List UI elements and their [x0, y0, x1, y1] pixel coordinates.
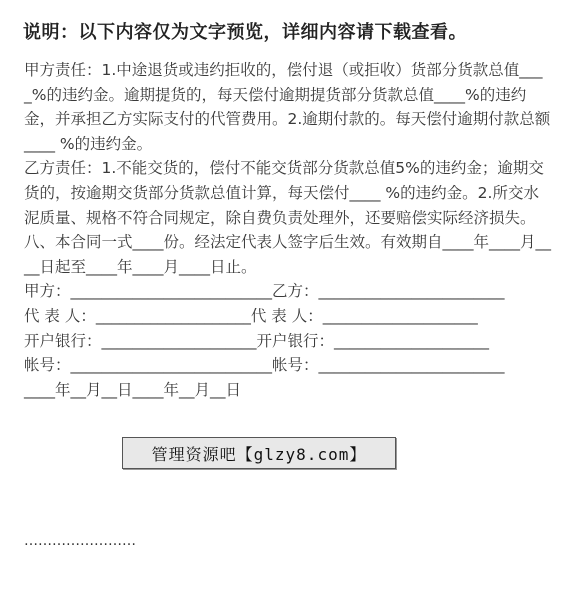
- ellipsis: ……………………: [24, 533, 136, 549]
- party-b-responsibility: 乙方责任：1.不能交货的，偿付不能交货部分货款总值5%的违约金；逾期交货的，按逾期交货部分货款总值计算，每天偿付____ %的违约金。2.所交水泥质量、规格不符合同规定，除自费负责处理外，还要赔偿实际经济损失。: [24, 159, 544, 227]
- signature-accounts: 帐号：__________________________帐号：________________________: [24, 356, 505, 375]
- signature-banks: 开户银行：____________________开户银行：____________________: [24, 331, 490, 350]
- signature-parties: 甲方：__________________________乙方：________________________: [24, 282, 505, 301]
- notice-banner: 说明：以下内容仅为文字预览，详细内容请下载查看。: [23, 22, 467, 43]
- watermark-banner: 管理资源吧【glzy8.com】: [122, 437, 396, 469]
- party-a-responsibility: 甲方责任：1.中途退货或违约拒收的，偿付退（或拒收）货部分货款总值____%的违约金。逾期提货的，每天偿付逾期提货部分货款总值____%的违约金，并承担乙方实际支付的代管费用。2.逾期付款的。每天偿付逾期付款总额____ %的违约金。: [24, 61, 551, 153]
- clause-eight: 八、本合同一式____份。经法定代表人签字后生效。有效期自____年____月____日起至____年____月____日止。: [24, 233, 552, 276]
- signature-dates: ____年__月__日____年__月__日: [24, 380, 242, 399]
- contract-text: [24, 58, 554, 402]
- signature-representatives: 代 表 人：____________________代 表 人：____________________: [24, 306, 478, 325]
